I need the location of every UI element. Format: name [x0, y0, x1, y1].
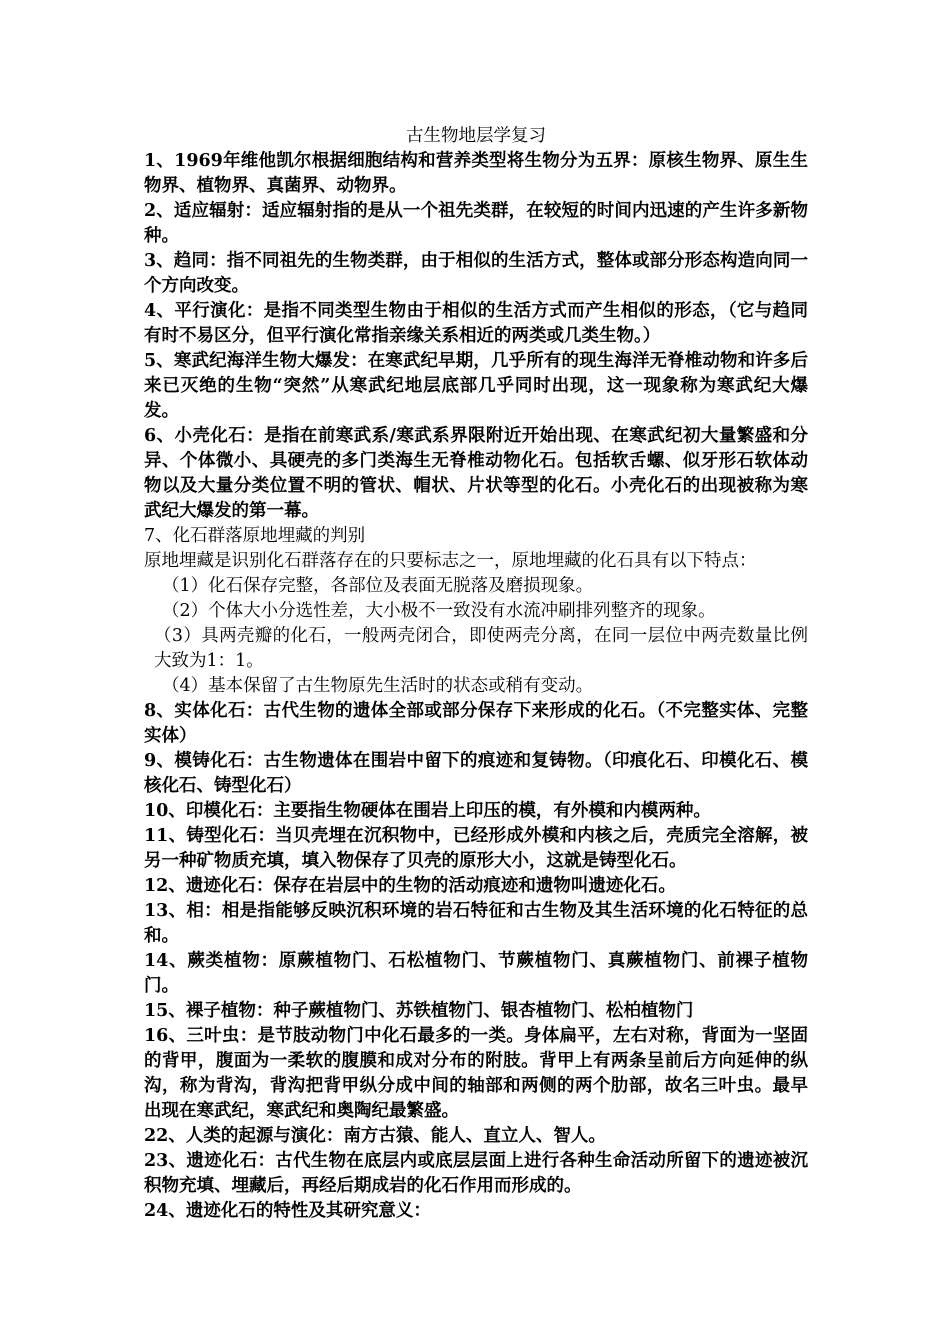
- paragraph-7-intro: 原地埋藏是识别化石群落存在的只要标志之一，原地埋藏的化石具有以下特点：: [144, 551, 757, 571]
- paragraph-3: 3、趋同：指不同祖先的生物类群，由于相似的生活方式，整体或部分形态构造向同一个方向改变。: [144, 251, 808, 296]
- paragraph-7: 7、化石群落原地埋藏的判别: [144, 526, 366, 546]
- paragraph-6: 6、小壳化石：是指在前寒武系/寒武系界限附近开始出现、在寒武纪初大量繁盛和分异、个体微小、具硬壳的多门类海生无脊椎动物化石。包括软舌螺、似牙形石软体动物以及大量分类位置不明的管状、帽状、片状等型的化石。小壳化石的出现被称为寒武纪大爆发的第一幕。: [144, 426, 808, 521]
- paragraph-16: 16、三叶虫：是节肢动物门中化石最多的一类。身体扁平，左右对称，背面为一坚固的背甲，腹面为一柔软的腹膜和成对分布的附肢。背甲上有两条呈前后方向延伸的纵沟，称为背沟，背沟把背甲纵分成中间的轴部和两侧的两个肋部，故名三叶虫。最早出现在寒武纪，寒武纪和奥陶纪最繁盛。: [144, 1026, 808, 1121]
- paragraph-13: 13、相：相是指能够反映沉积环境的岩石特征和古生物及其生活环境的化石特征的总和。: [144, 901, 808, 946]
- list-item-3: （3）具两壳瓣的化石，一般两壳闭合，即使两壳分离，在同一层位中两壳数量比例大致为1：1。: [154, 626, 808, 671]
- list-item-4: （4）基本保留了古生物原先生活时的状态或稍有变动。: [162, 676, 594, 696]
- paragraph-15: 15、裸子植物：种子蕨植物门、苏铁植物门、银杏植物门、松柏植物门: [144, 1001, 694, 1021]
- paragraph-8: 8、实体化石：古代生物的遗体全部或部分保存下来形成的化石。（不完整实体、完整实体）: [144, 701, 808, 746]
- paragraph-23: 23、遗迹化石：古代生物在底层内或底层层面上进行各种生命活动所留下的遗迹被沉积物充填、埋藏后，再经后期成岩的化石作用而形成的。: [144, 1151, 808, 1196]
- paragraph-22: 22、人类的起源与演化：南方古猿、能人、直立人、智人。: [144, 1126, 606, 1146]
- list-item-1: （1）化石保存完整，各部位及表面无脱落及磨损现象。: [162, 576, 594, 596]
- paragraph-11: 11、铸型化石：当贝壳埋在沉积物中，已经形成外模和内核之后，壳质完全溶解，被另一种矿物质充填，填入物保存了贝壳的原形大小，这就是铸型化石。: [144, 826, 808, 871]
- paragraph-12: 12、遗迹化石：保存在岩层中的生物的活动痕迹和遗物叫遗迹化石。: [144, 876, 676, 896]
- paragraph-4: 4、平行演化：是指不同类型生物由于相似的生活方式而产生相似的形态，（它与趋同有时不易区分，但平行演化常指亲缘关系相近的两类或几类生物。）: [144, 301, 808, 346]
- paragraph-10: 10、印模化石：主要指生物硬体在围岩上印压的模，有外模和内模两种。: [144, 801, 711, 821]
- paragraph-9: 9、模铸化石：古生物遗体在围岩中留下的痕迹和复铸物。（印痕化石、印模化石、模核化石、铸型化石）: [144, 751, 808, 796]
- paragraph-5: 5、寒武纪海洋生物大爆发：在寒武纪早期，几乎所有的现生海洋无脊椎动物和许多后来已灭绝的生物“突然”从寒武纪地层底部几乎同时出现，这一现象称为寒武纪大爆发。: [144, 351, 808, 421]
- paragraph-24: 24、遗迹化石的特性及其研究意义：: [144, 1201, 431, 1221]
- document-title: 古生物地层学复习: [406, 126, 546, 146]
- document-page: [144, 124, 808, 1224]
- paragraph-14: 14、蕨类植物：原蕨植物门、石松植物门、节蕨植物门、真蕨植物门、前裸子植物门。: [144, 951, 808, 996]
- list-item-2: （2）个体大小分选性差，大小极不一致没有水流冲刷排列整齐的现象。: [162, 601, 716, 621]
- paragraph-1: 1、1969年维他凯尔根据细胞结构和营养类型将生物分为五界：原核生物界、原生生物界、植物界、真菌界、动物界。: [144, 151, 808, 196]
- paragraph-2: 2、适应辐射：适应辐射指的是从一个祖先类群，在较短的时间内迅速的产生许多新物种。: [144, 201, 808, 246]
